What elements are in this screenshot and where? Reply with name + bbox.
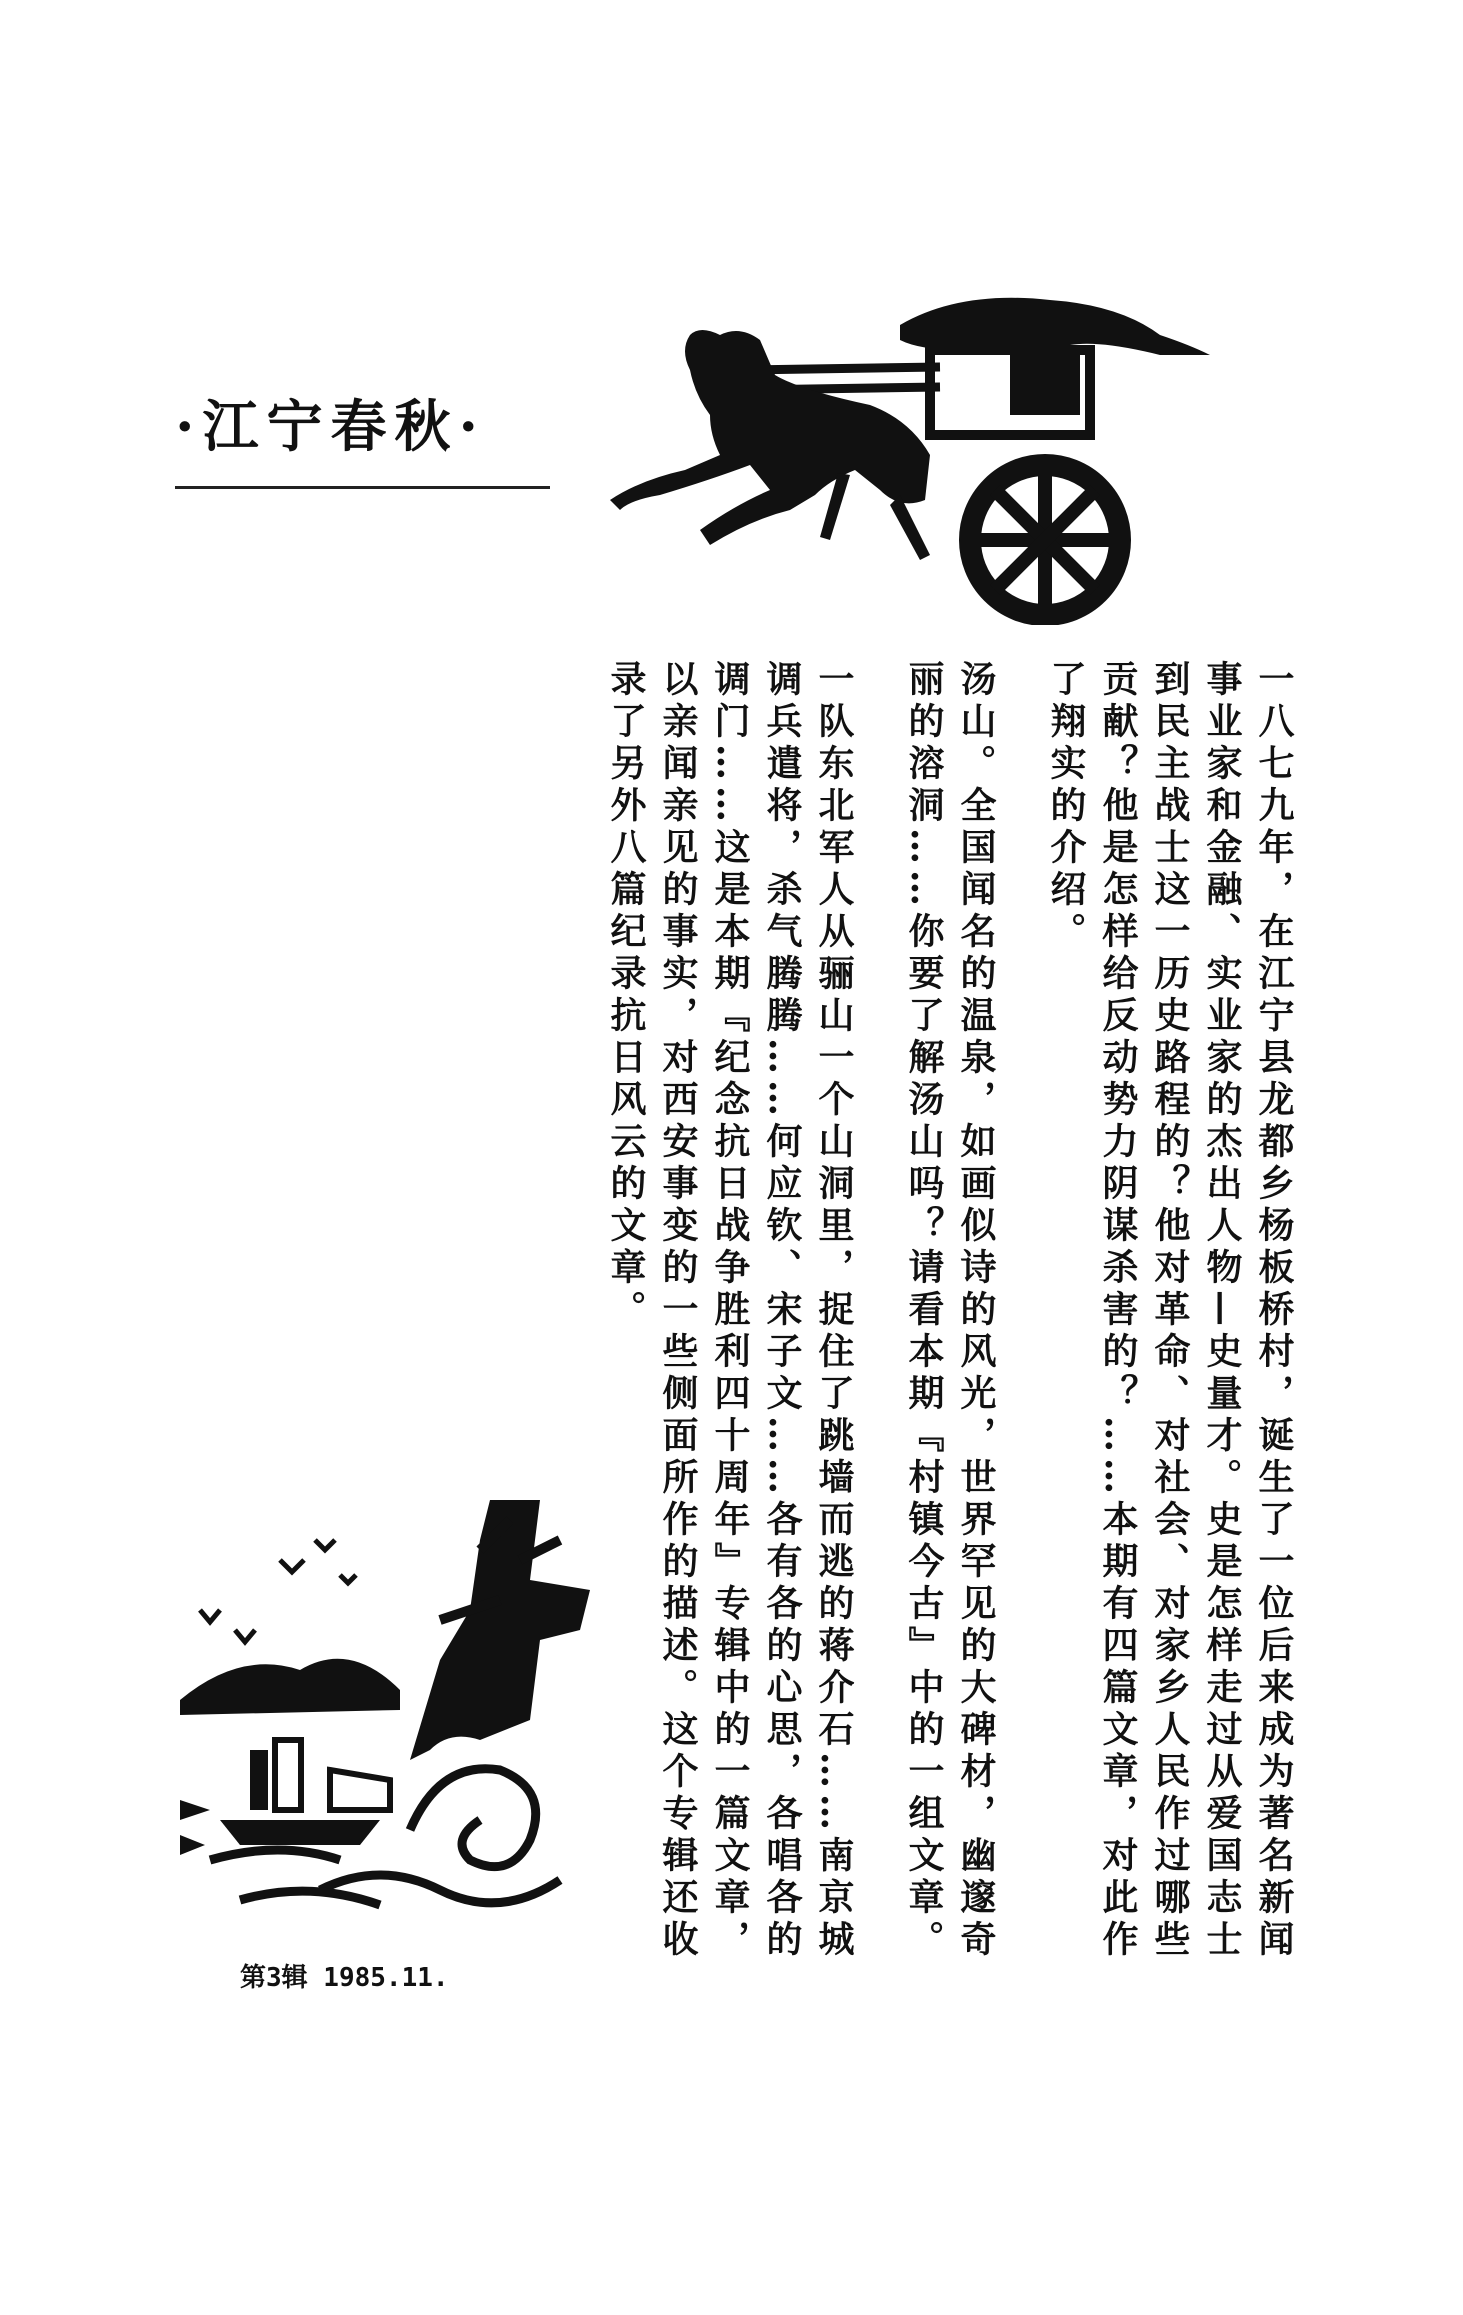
issue-footer: 第3辑 1985.11. [240,1963,449,1993]
landscape-boat-woodcut-icon [180,1500,600,1920]
title-rule [175,486,550,489]
page-title: ·江宁春秋· [175,394,486,460]
text-columns [600,660,1300,1995]
paragraph-tangshan: 汤山。全国闻名的温泉，如画似诗的风光，世界罕见的大碑材，幽邃奇丽的溶洞……你要了解汤山吗？请看本期『村镇今古』中的一组文章。 [903,660,997,1962]
chariot-woodcut-icon [600,295,1280,625]
paragraph-xian-incident: 一队东北军人从骊山一个山洞里，捉住了跳墙而逃的蒋介石……南京城调兵遣将，杀气腾腾……何应钦、宋子文……各有各的心思，各唱各的调门……这是本期『纪念抗日战争胜利四十周年』专辑中的一篇文章，以亲闻亲见的事实，对西安事变的一些侧面所作的描述。这个专辑还收录了另外八篇纪录抗日风云的文章。 [605,660,855,1962]
paragraph-shi-liangcai: 一八七九年，在江宁县龙都乡杨板桥村，诞生了一位后来成为著名新闻事业家和金融、实业家的杰出人物—史量才。史是怎样走过从爱国志士到民主战士这一历史路程的？他对革命、对社会、对家乡人民作过哪些贡献？他是怎样给反动势力阴谋杀害的？……本期有四篇文章，对此作了翔实的介绍。 [1045,660,1295,1962]
